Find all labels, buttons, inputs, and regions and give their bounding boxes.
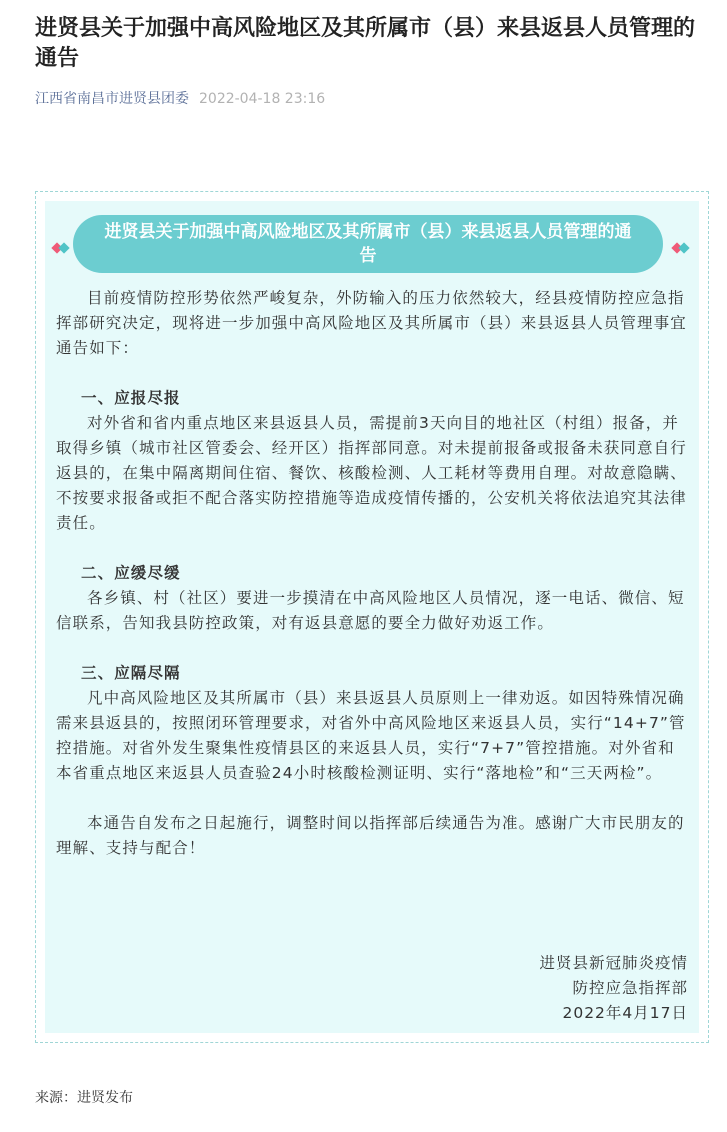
notice-heading: 进贤县关于加强中高风险地区及其所属市（县）来县返县人员管理的通告 [73,215,663,273]
notice-body [56,286,688,861]
article-meta [35,89,325,109]
source-line: 来源：进贤发布 [35,1090,133,1106]
notice-frame [35,191,709,1043]
intro-paragraph: 目前疫情防控形势依然严峻复杂，外防输入的压力依然较大，经县疫情防控应急指挥部研究决定，现将进一步加强中高风险地区及其所属市（县）来县返县人员管理事宜通告如下： [56,289,687,357]
diamond-pair-icon [52,243,74,255]
closing-paragraph: 本通告自发布之日起施行，调整时间以指挥部后续通告为准。感谢广大市民朋友的理解、支持与配合！ [56,814,685,857]
diamond-pair-icon [672,243,694,255]
article-title: 进贤县关于加强中高风险地区及其所属市（县）来县返县人员管理的通告 [35,16,696,71]
author-link[interactable]: 江西省南昌市进贤县团委 [35,91,189,107]
section-body: 凡中高风险地区及其所属市（县）来县返县人员原则上一律劝返。如因特殊情况确需来县返县的，按照闭环管理要求，对省外中高风险地区来返县人员，实行“14+7”管控措施。对省外发生聚集性疫情县区的来返县人员，实行“7+7”管控措施。对外省和本省重点地区来返县人员查验24小时核酸检测证明、实行“落地检”和“三天两检”。 [56,689,686,782]
section-body: 对外省和省内重点地区来县返县人员，需提前3天向目的地社区（村组）报备，并取得乡镇（城市社区管委会、经开区）指挥部同意。对未提前报备或报备未获同意自行返县的，在集中隔离期间住宿、餐饮、核酸检测、人工耗材等费用自理。对故意隐瞒、不按要求报备或拒不配合落实防控措施等造成疫情传播的，公安机关将依法追究其法律责任。 [56,414,687,532]
signature-org-line2: 防控应急指挥部 [572,979,688,997]
signature-block [539,951,688,1026]
section-title: 二、应缓尽缓 [81,564,181,582]
notice-panel [45,201,699,1033]
signature-org-line1: 进贤县新冠肺炎疫情 [539,954,688,972]
section-body: 各乡镇、村（社区）要进一步摸清在中高风险地区人员情况，逐一电话、微信、短信联系，告知我县防控政策，对有返县意愿的要全力做好劝返工作。 [56,589,685,632]
publish-time: 2022-04-18 23:16 [199,91,326,107]
section-title: 一、应报尽报 [81,389,181,407]
signature-date: 2022年4月17日 [562,1004,688,1022]
section-title: 三、应隔尽隔 [81,664,181,682]
